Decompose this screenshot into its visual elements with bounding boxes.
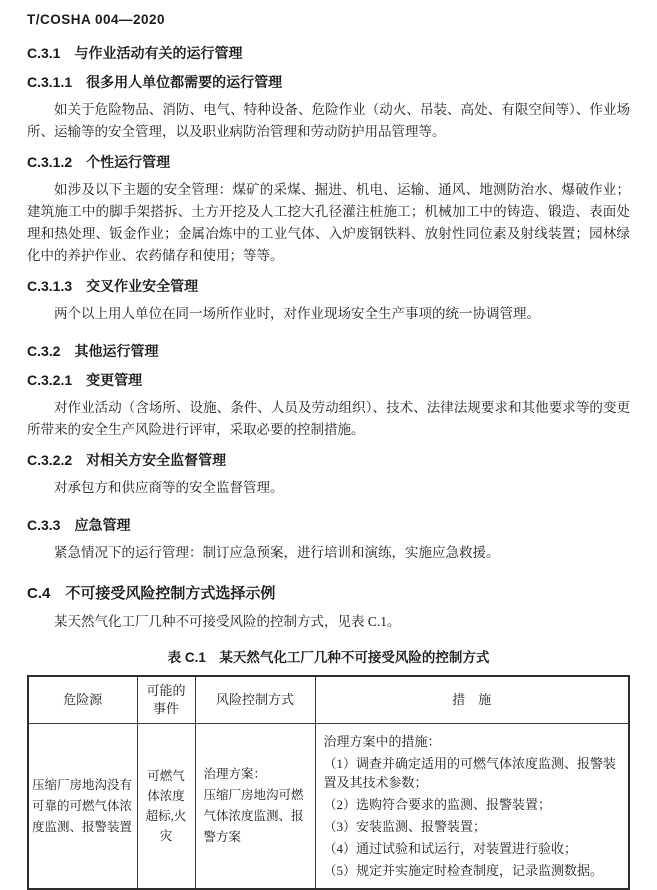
risk-control-table xyxy=(27,675,630,890)
heading-c-3-1: C.3.1 与作业活动有关的运行管理 xyxy=(27,45,243,61)
measure-line: （1）调查并确定适用的可燃气体浓度监测、报警装置及其技术参数； xyxy=(323,756,617,790)
paragraph-c-3-1-1: 如关于危险物品、消防、电气、特种设备、危险作业（动火、吊装、高处、有限空间等）、作业场所、运输等的安全管理，以及职业病防治管理和劳动防护用品管理等。 xyxy=(27,102,630,139)
heading-c-3-1-3: C.3.1.3 交叉作业安全管理 xyxy=(27,278,199,294)
paragraph-c-3-3: 紧急情况下的运行管理：制订应急预案，进行培训和演练，实施应急救援。 xyxy=(54,545,500,560)
cell-control: 治理方案： 压缩厂房地沟可燃气体浓度监测、报警方案 xyxy=(195,724,315,890)
cell-measures xyxy=(315,724,629,890)
col-header-hazard: 危险源 xyxy=(28,676,137,724)
heading-c-3-2: C.3.2 其他运行管理 xyxy=(27,343,159,359)
col-header-event: 可能的事件 xyxy=(137,676,195,724)
measure-line: （5）规定并实施定时检查制度，记录监测数据。 xyxy=(323,863,604,878)
paragraph-c-4: 某天然气化工厂几种不可接受风险的控制方式，见表 C.1。 xyxy=(54,614,401,629)
measure-line: （4）通过试验和试运行，对装置进行验收； xyxy=(323,841,578,856)
heading-c-3-2-1: C.3.2.1 变更管理 xyxy=(27,372,143,388)
col-header-control: 风险控制方式 xyxy=(195,676,315,724)
table-row xyxy=(28,724,629,890)
cell-event: 可燃气体浓度超标,火灾 xyxy=(137,724,195,890)
heading-c-3-3: C.3.3 应急管理 xyxy=(27,517,131,533)
paragraph-c-3-1-3: 两个以上用人单位在同一场所作业时，对作业现场安全生产事项的统一协调管理。 xyxy=(54,306,540,321)
table-header-row xyxy=(28,676,629,724)
heading-c-4: C.4 不可接受风险控制方式选择示例 xyxy=(27,585,276,602)
measure-line: （2）选购符合要求的监测、报警装置； xyxy=(323,797,552,812)
heading-c-3-1-1: C.3.1.1 很多用人单位都需要的运行管理 xyxy=(27,74,283,90)
measure-line: （3）安装监测、报警装置； xyxy=(323,819,487,834)
cell-hazard: 压缩厂房地沟没有可靠的可燃气体浓度监测、报警装置 xyxy=(28,724,137,890)
doc-number: T/COSHA 004—2020 xyxy=(27,12,166,27)
heading-c-3-1-2: C.3.1.2 个性运行管理 xyxy=(27,154,171,170)
col-header-measures: 措 施 xyxy=(315,676,629,724)
heading-c-3-2-2: C.3.2.2 对相关方安全监督管理 xyxy=(27,452,227,468)
measure-line: 治理方案中的措施： xyxy=(323,734,441,749)
paragraph-c-3-2-1: 对作业活动（含场所、设施、条件、人员及劳动组织）、技术、法律法规要求和其他要求等的变更所带来的安全生产风险进行评审，采取必要的控制措施。 xyxy=(27,400,630,437)
paragraph-c-3-2-2: 对承包方和供应商等的安全监督管理。 xyxy=(54,480,284,495)
paragraph-c-3-1-2: 如涉及以下主题的安全管理：煤矿的采煤、掘进、机电、运输、通风、地测防治水、爆破作业；建筑施工中的脚手架搭拆、土方开挖及人工挖大孔径灌注桩施工；机械加工中的铸造、锻造、表面处理和热处理、钣金作业；金属冶炼中的工业气体、入炉废钢铁料、放射性同位素及射线装置；园林绿化中的养护作业、农药储存和使用；等等。 xyxy=(27,182,630,263)
table-caption: 表 C.1 某天然气化工厂几种不可接受风险的控制方式 xyxy=(167,650,490,665)
